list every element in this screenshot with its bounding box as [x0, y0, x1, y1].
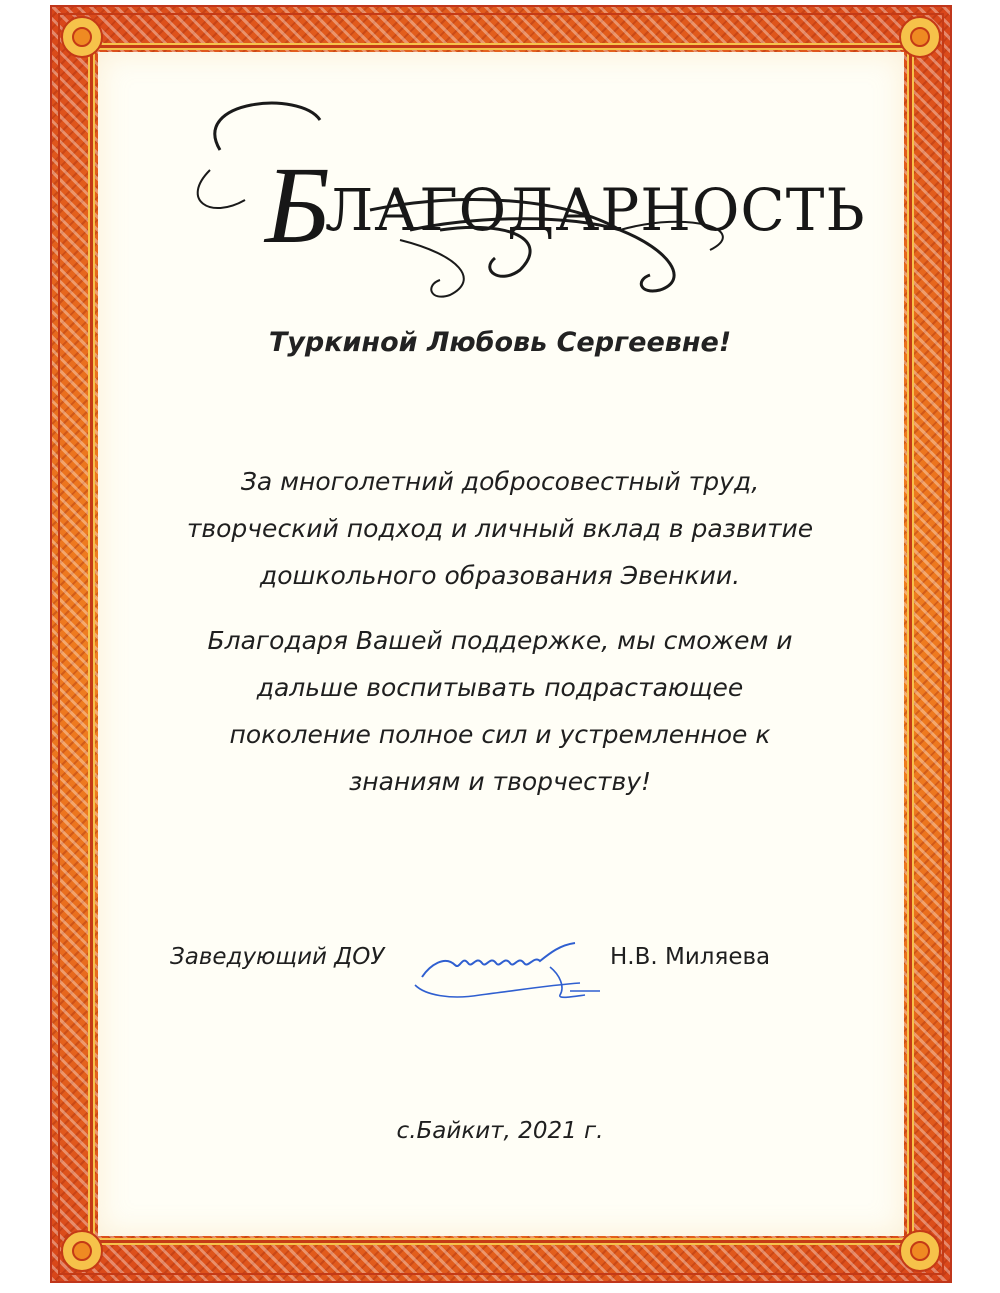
- paragraph-line: За многолетний добросовестный труд,: [240, 467, 760, 496]
- paragraph-line: дальше воспитывать подрастающее: [256, 673, 744, 702]
- place-and-date: с.Байкит, 2021 г.: [396, 1118, 604, 1144]
- recipient-name: Туркиной Любовь Сергеевне!: [268, 327, 732, 358]
- certificate-title: [265, 130, 866, 266]
- handwritten-signature: [410, 925, 610, 1015]
- title-rest: ЛАГОДАРНОСТЬ: [324, 176, 866, 244]
- title-block: [150, 80, 866, 310]
- paragraph-line: знаниям и творчеству!: [348, 767, 652, 796]
- title-initial: Б: [265, 144, 331, 266]
- paragraph-line: творческий подход и личный вклад в развитие: [186, 514, 814, 543]
- paragraph-line: Благодаря Вашей поддержке, мы сможем и: [207, 626, 793, 655]
- signatory-name: Н.В. Миляева: [610, 944, 771, 970]
- signatory-role: Заведующий ДОУ: [170, 944, 385, 970]
- gratitude-paragraph-2: [110, 617, 890, 805]
- gratitude-paragraph-1: [110, 458, 890, 599]
- paragraph-line: дошкольного образования Эвенкии.: [259, 561, 741, 590]
- paragraph-line: поколение полное сил и устремленное к: [229, 720, 771, 749]
